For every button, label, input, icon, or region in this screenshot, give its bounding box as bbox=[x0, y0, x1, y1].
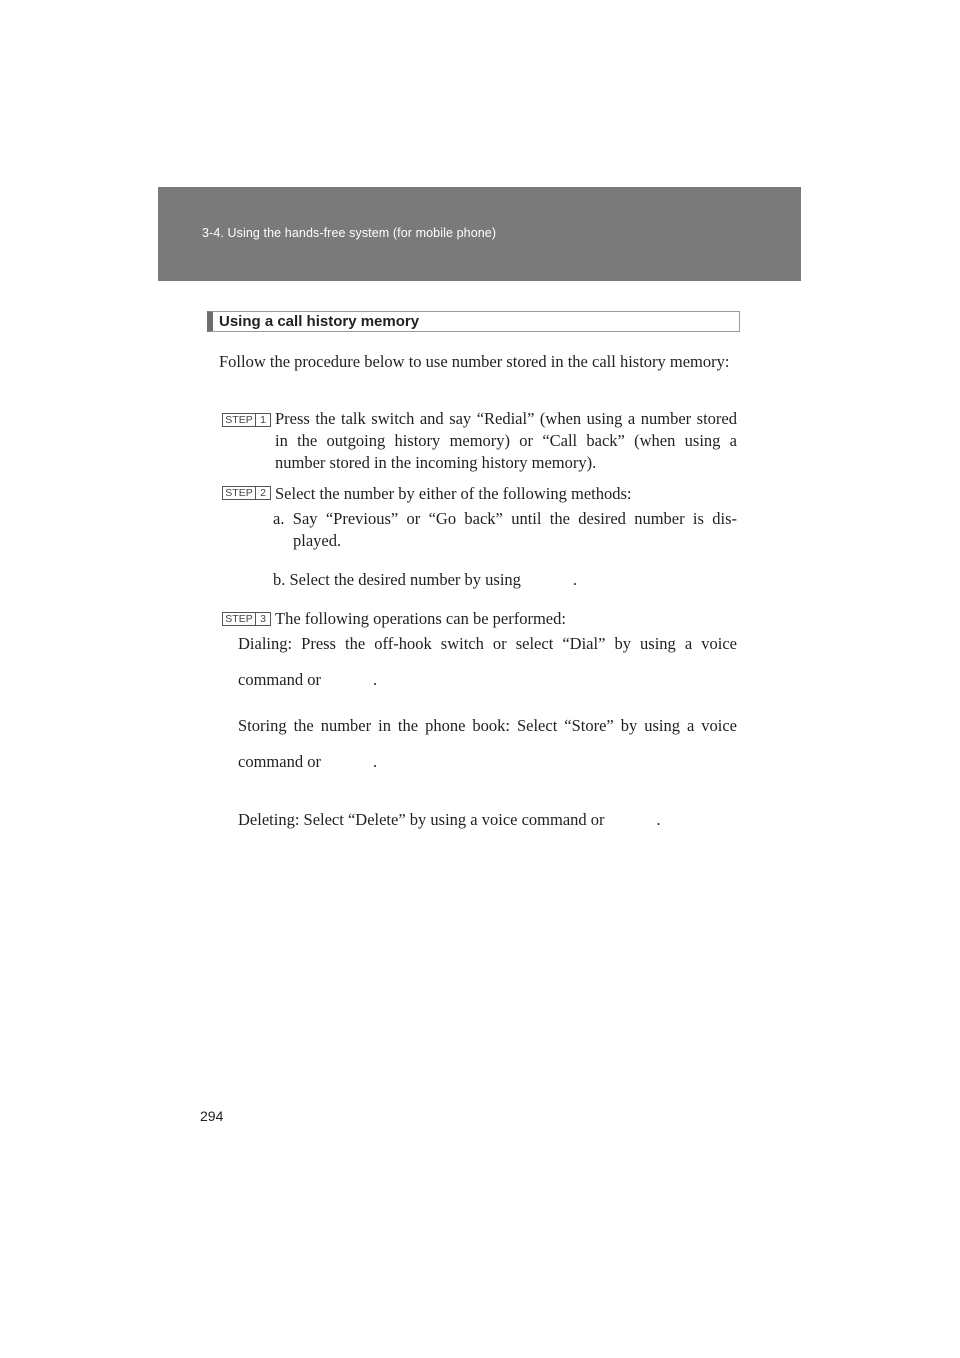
step-label: STEP bbox=[223, 613, 256, 625]
option-a: a. Say “Previous” or “Go back” until the desired number is dis-played. bbox=[273, 509, 737, 550]
operation-dialing-end: . bbox=[372, 670, 378, 689]
step-1-badge bbox=[222, 413, 271, 427]
operation-dialing-line2 bbox=[238, 669, 737, 691]
breadcrumb: 3-4. Using the hands-free system (for mobile phone) bbox=[202, 226, 497, 240]
step-number: 3 bbox=[260, 613, 266, 625]
operation-storing-line2 bbox=[238, 751, 737, 773]
option-b bbox=[273, 569, 737, 591]
section-heading bbox=[207, 311, 740, 332]
page-number: 294 bbox=[200, 1108, 224, 1124]
step-label: STEP bbox=[223, 414, 256, 426]
option-b-end: . bbox=[572, 570, 578, 589]
operation-storing-end: . bbox=[372, 752, 378, 771]
step-1-text: Press the talk switch and say “Redial” (when using a number stored in the outgoing history memory) or “Call back” (when using a number stored in the incoming history memory). bbox=[275, 409, 737, 472]
operation-dialing-text: command or bbox=[238, 670, 321, 689]
step-label: STEP bbox=[223, 487, 256, 499]
intro-paragraph: Follow the procedure below to use number stored in the call history memory: bbox=[219, 352, 730, 371]
operation-deleting-end: . bbox=[656, 810, 661, 829]
operation-deleting bbox=[238, 809, 737, 831]
chapter-header-bar bbox=[158, 187, 801, 281]
step-3-badge bbox=[222, 612, 271, 626]
operation-dialing-line1: Dialing: Press the off-hook switch or select “Dial” by using a voice bbox=[238, 634, 737, 653]
section-title: Using a call history memory bbox=[219, 313, 420, 330]
step-number: 1 bbox=[260, 414, 266, 426]
step-number: 2 bbox=[260, 487, 266, 499]
operation-deleting-text: Deleting: Select “Delete” by using a voice command or bbox=[238, 810, 605, 829]
operation-storing-text: command or bbox=[238, 752, 321, 771]
step-2-badge bbox=[222, 486, 271, 500]
step-3-text: The following operations can be performed: bbox=[275, 609, 566, 628]
option-b-text: b. Select the desired number by using bbox=[273, 570, 521, 589]
step-2-text: Select the number by either of the following methods: bbox=[275, 484, 632, 503]
operation-storing-line1: Storing the number in the phone book: Select “Store” by using a voice bbox=[238, 716, 737, 735]
